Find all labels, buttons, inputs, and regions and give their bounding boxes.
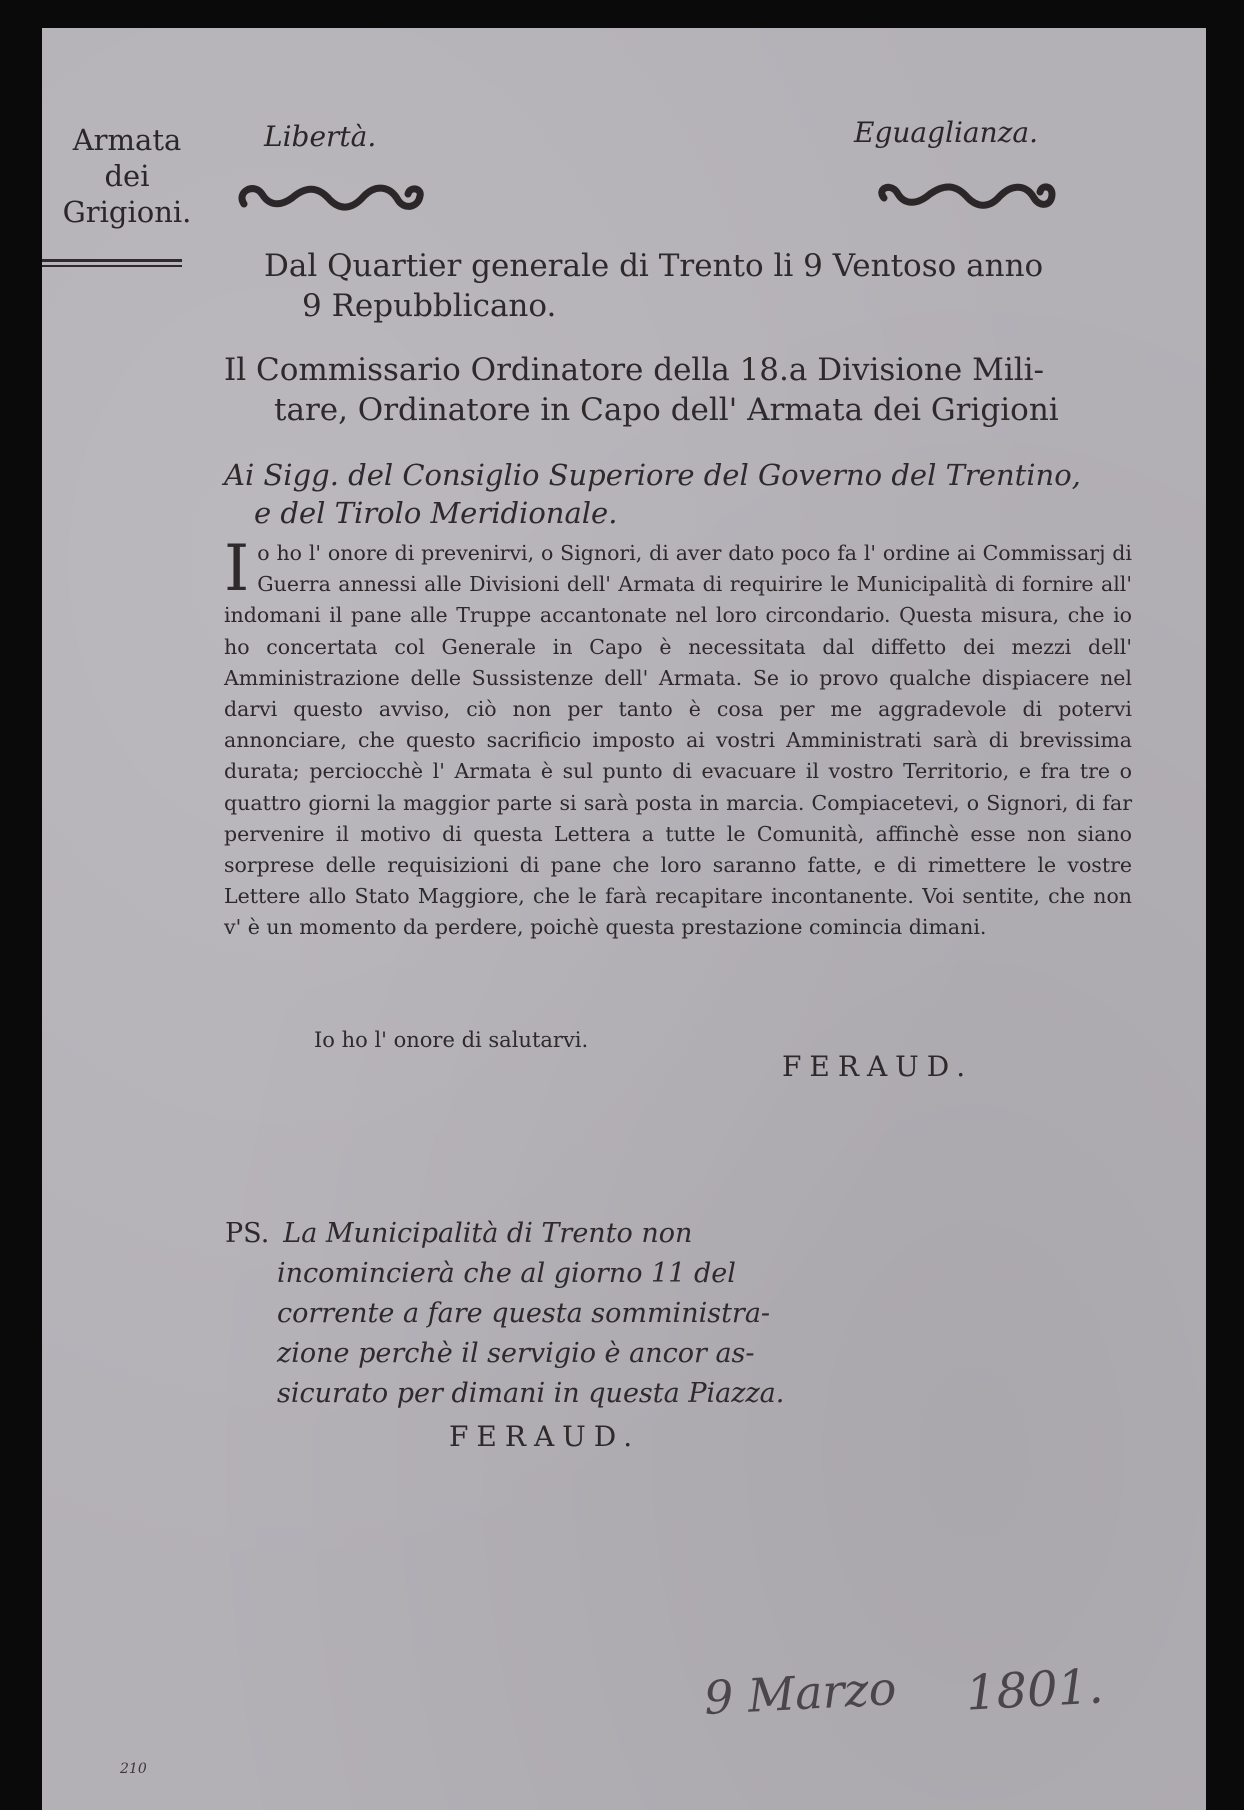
postscript	[225, 1214, 837, 1414]
signature-feraud: FERAUD.	[782, 1050, 974, 1083]
letter-text: o ho l' onore di prevenirvi, o Signori, di aver dato poco fa l' ordine ai Commissarj di Guerra annessi alle Divisioni dell' Armata di requirire le Municipalità di fornire all' indomani il pane alle Truppe accantonate nel loro circondario. Questa misura, che io ho concertata col Generale in Capo è necessitata dal diffetto dei mezzi dell' Amministrazione delle Sussistenze dell' Armata. Se io provo qualche dispiacere nel darvi questo avviso, ciò non per tanto è cosa per me aggradevole di potervi annonciare, che questo sacrificio imposto ai vostri Amministrati sarà di brevissima durata; perciocchè l' Armata è sul punto di evacuare il vostro Territorio, e fra tre o quattro giorni la maggior parte si sarà posta in marcia. Compiacetevi, o Signori, di far pervenire il motivo di questa Lettera a tutte le Comunità, affinchè esse non siano sorprese delle requisizioni di pane che loro saranno fatte, e di rimettere le vostre Lettere allo Stato Maggiore, che le farà recapitare incontanente. Voi sentite, che non v' è un momento da perdere, poichè questa prestazione comincia dimani.	[224, 541, 1132, 940]
addressee-1: Ai Sigg. del Consiglio Superiore del Governo del Trentino,	[224, 458, 1081, 492]
flourish-left-icon	[232, 178, 432, 224]
sender-title-1: Il Commissario Ordinatore della 18.a Divisione Mili-	[224, 352, 1045, 388]
postscript-line2: incomincierà che al giorno 11 del	[277, 1258, 736, 1289]
army-heading-line2: dei	[104, 159, 150, 193]
dateline-2: 9 Repubblicano.	[302, 288, 557, 324]
army-heading	[52, 122, 202, 230]
postscript-line4: zione perchè il servigio è ancor as-	[277, 1338, 755, 1369]
flourish-right-icon	[872, 176, 1057, 222]
addressee-2: e del Tirolo Meridionale.	[254, 496, 618, 530]
drop-cap: I	[224, 532, 250, 606]
postscript-line5: sicurato per dimani in questa Piazza.	[277, 1378, 785, 1409]
dateline	[264, 246, 1144, 326]
letter-body	[224, 532, 1132, 944]
closing-line: Io ho l' onore di salutarvi.	[314, 1028, 589, 1052]
postscript-line1: La Municipalità di Trento non	[283, 1218, 693, 1249]
army-heading-line1: Armata	[72, 123, 182, 157]
handwritten-page-number: 210	[120, 1761, 147, 1777]
army-heading-line3: Grigioni.	[62, 195, 192, 229]
dateline-1: Dal Quartier generale di Trento li 9 Ventoso anno	[264, 248, 1044, 284]
addressee	[224, 456, 1134, 532]
postscript-label: PS.	[225, 1218, 270, 1249]
document-sheet	[42, 28, 1206, 1810]
heading-rule-bottom	[42, 265, 182, 267]
sender-title-2: tare, Ordinatore in Capo dell' Armata dei Grigioni	[274, 392, 1059, 428]
handwritten-year: 1801.	[964, 1658, 1105, 1722]
sender-title	[224, 350, 1144, 430]
postscript-signature: FERAUD.	[449, 1420, 641, 1453]
motto-liberta: Libertà.	[264, 120, 377, 153]
heading-rule-top	[42, 259, 182, 262]
motto-eguaglianza: Eguaglianza.	[854, 116, 1038, 149]
handwritten-date: 9 Marzo	[702, 1661, 898, 1725]
postscript-line3: corrente a fare questa somministra-	[277, 1298, 771, 1329]
